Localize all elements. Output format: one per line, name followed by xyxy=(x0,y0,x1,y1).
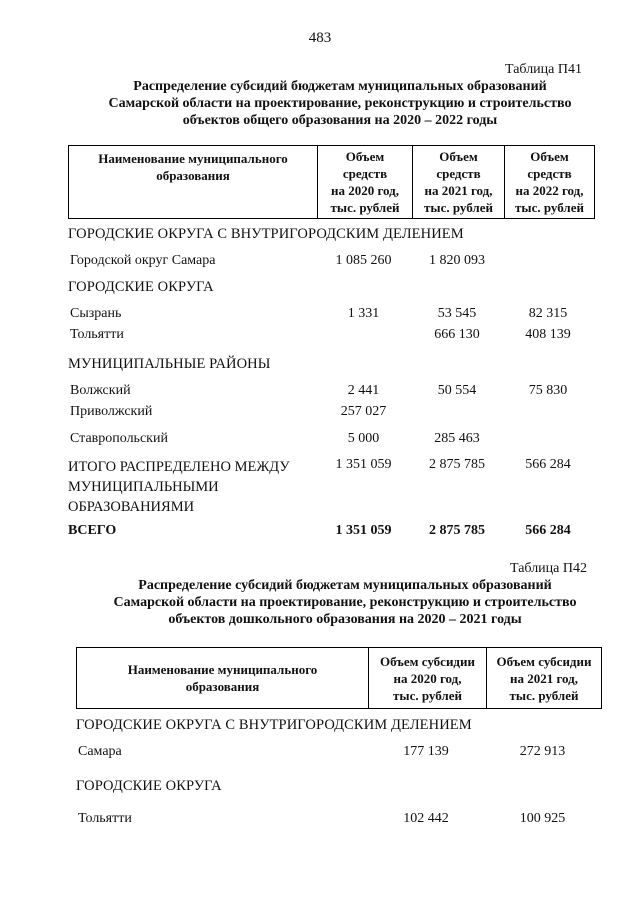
value-2020: 177 139 xyxy=(403,744,449,759)
value-2022: 408 139 xyxy=(525,327,571,342)
table-41-label: Таблица П41 xyxy=(505,62,582,77)
value-2021: 666 130 xyxy=(434,327,480,342)
value-2021: 53 545 xyxy=(437,306,477,321)
title-line: Самарской области на проектирование, реконструкцию и строительство xyxy=(108,96,572,111)
row-name: Ставропольский xyxy=(70,431,168,446)
header-2021: Объем средств на 2021 год, тыс. рублей xyxy=(412,146,504,218)
row-name: ВСЕГО xyxy=(68,523,117,538)
row-name: Сызрань xyxy=(70,306,122,321)
value-2022: 566 284 xyxy=(525,457,571,472)
table-42-header xyxy=(76,647,602,709)
row-name: Самара xyxy=(78,744,122,759)
value-2020: 1 085 260 xyxy=(335,253,392,268)
value-2020: 5 000 xyxy=(347,431,380,446)
row-name: Волжский xyxy=(70,383,131,398)
section-heading: ГОРОДСКИЕ ОКРУГА С ВНУТРИГОРОДСКИМ ДЕЛЕНИЕМ xyxy=(76,717,472,733)
title-line: Распределение субсидий бюджетам муниципальных образований xyxy=(133,79,547,94)
section-heading: ГОРОДСКИЕ ОКРУГА xyxy=(76,778,222,794)
header-2020: Объем средств на 2020 год, тыс. рублей xyxy=(317,146,412,218)
title-line: объектов дошкольного образования на 2020 – 2021 годы xyxy=(168,612,522,627)
section-heading: МУНИЦИПАЛЬНЫЕ РАЙОНЫ xyxy=(68,356,271,372)
value-2021: 1 820 093 xyxy=(429,253,485,268)
value-2020: 2 441 xyxy=(347,383,380,398)
value-2021: 100 925 xyxy=(519,811,566,826)
value-2020: 1 351 059 xyxy=(335,523,392,538)
value-2020: 102 442 xyxy=(403,811,449,826)
table-42-title xyxy=(85,577,605,628)
table-42-label: Таблица П42 xyxy=(510,561,587,576)
value-2021: 2 875 785 xyxy=(429,457,485,472)
title-line: Распределение субсидий бюджетам муниципальных образований xyxy=(138,578,552,593)
header-2022: Объем средств на 2022 год, тыс. рублей xyxy=(504,146,594,218)
value-2021: 2 875 785 xyxy=(429,523,485,538)
table-41-title xyxy=(80,78,600,129)
title-line: Самарской области на проектирование, реконструкцию и строительство xyxy=(113,595,577,610)
value-2022: 566 284 xyxy=(525,523,571,538)
row-name: Тольятти xyxy=(70,327,124,342)
row-name: Городской округ Самара xyxy=(70,253,216,268)
section-heading: ГОРОДСКИЕ ОКРУГА xyxy=(68,279,214,295)
row-name: Тольятти xyxy=(78,811,132,826)
row-name: Приволжский xyxy=(70,404,153,419)
table-41-header xyxy=(68,145,595,219)
header-2021: Объем субсидии на 2021 год, тыс. рублей xyxy=(486,648,601,708)
value-2020: 257 027 xyxy=(340,404,387,419)
value-2020: 1 331 xyxy=(347,306,380,321)
page-number: 483 xyxy=(308,30,332,46)
value-2021: 50 554 xyxy=(437,383,477,398)
value-2021: 285 463 xyxy=(434,431,480,446)
header-name: Наименование муниципального образования xyxy=(127,662,318,694)
value-2022: 75 830 xyxy=(528,383,568,398)
value-2021: 272 913 xyxy=(519,744,566,759)
row-name: ИТОГО РАСПРЕДЕЛЕНО МЕЖДУ МУНИЦИПАЛЬНЫМИ ОБРАЗОВАНИЯМИ xyxy=(68,459,290,515)
section-heading: ГОРОДСКИЕ ОКРУГА С ВНУТРИГОРОДСКИМ ДЕЛЕНИЕМ xyxy=(68,226,464,242)
value-2020: 1 351 059 xyxy=(335,457,392,472)
header-2020: Объем субсидии на 2020 год, тыс. рублей xyxy=(368,648,486,708)
header-name: Наименование муниципального образования xyxy=(98,151,288,183)
title-line: объектов общего образования на 2020 – 2022 годы xyxy=(182,113,498,128)
value-2022: 82 315 xyxy=(528,306,568,321)
